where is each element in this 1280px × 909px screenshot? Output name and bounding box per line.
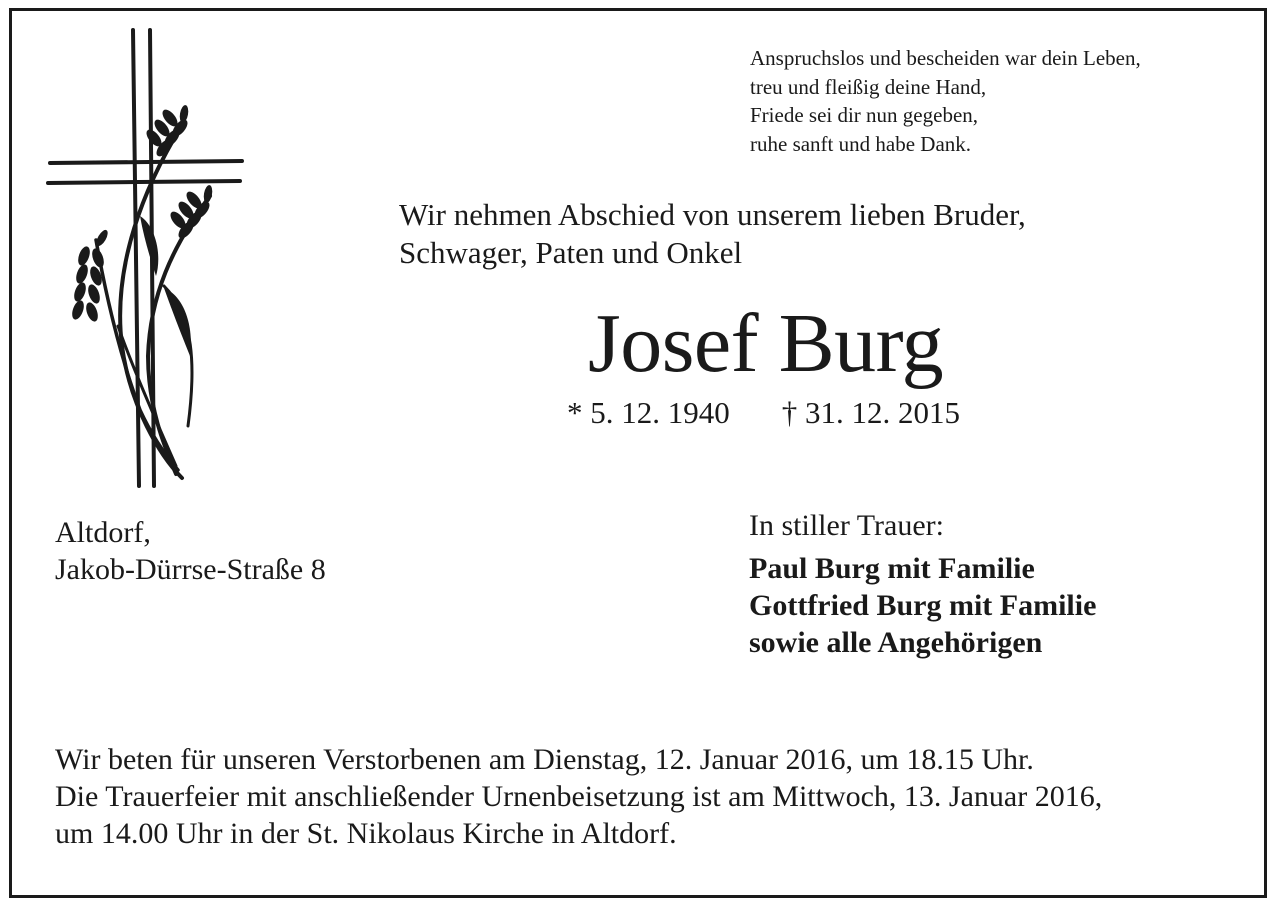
birth-date: * 5. 12. 1940	[567, 395, 730, 430]
address-line: Jakob-Dürrse-Straße 8	[55, 553, 326, 586]
poem-line: ruhe sanft und habe Dank.	[750, 131, 972, 156]
service-details	[55, 741, 1102, 852]
mourner-name: Gottfried Burg mit Familie	[749, 589, 1097, 622]
mourner-name: sowie alle Angehörigen	[749, 626, 1043, 659]
service-line: Die Trauerfeier mit anschließender Urnenbeisetzung ist am Mittwoch, 13. Januar 2016,	[55, 780, 1103, 813]
poem-line: treu und fleißig deine Hand,	[750, 74, 987, 99]
intro-line: Wir nehmen Abschied von unserem lieben Bruder,	[399, 197, 1026, 232]
mourning-label: In stiller Trauer:	[749, 509, 944, 542]
address-line: Altdorf,	[55, 516, 151, 549]
mourner-name: Paul Burg mit Familie	[749, 552, 1035, 585]
death-date: † 31. 12. 2015	[781, 395, 960, 430]
deceased-name: Josef Burg	[588, 297, 944, 390]
poem-line: Friede sei dir nun gegeben,	[750, 103, 979, 127]
service-line: Wir beten für unseren Verstorbenen am Dienstag, 12. Januar 2016, um 18.15 Uhr.	[55, 743, 1034, 776]
service-line: um 14.00 Uhr in der St. Nikolaus Kirche in Altdorf.	[55, 817, 677, 850]
poem-line: Anspruchslos und bescheiden war dein Leben,	[750, 46, 1141, 70]
cross-with-wheat-icon	[44, 26, 250, 492]
poem-verse	[750, 44, 1141, 158]
mourner-names	[749, 550, 1096, 661]
mourners-block	[749, 507, 1096, 661]
family-address	[55, 514, 326, 588]
life-dates	[567, 395, 960, 431]
farewell-intro	[399, 196, 1026, 272]
intro-line: Schwager, Paten und Onkel	[399, 235, 743, 270]
